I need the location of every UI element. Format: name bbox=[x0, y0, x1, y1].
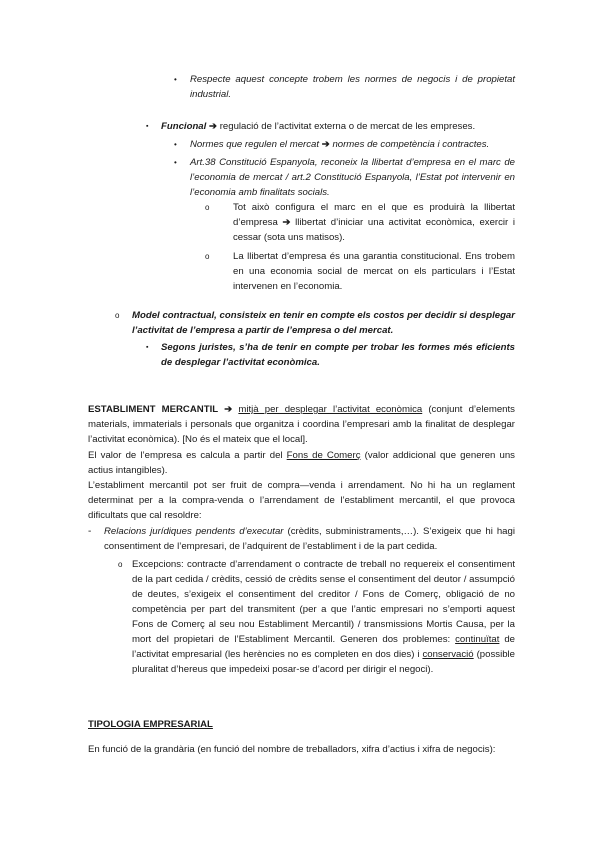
bullet-square-icon: ▪ bbox=[146, 123, 149, 130]
bullet-square-icon: ▪ bbox=[146, 344, 149, 351]
paragraph-establiment bbox=[88, 402, 515, 447]
normes-post: normes de competència i contractes. bbox=[332, 139, 490, 150]
excepcions-post: (possible pluralitat d’hereus que impedeixi posar-se d’acord per dirigir el negoci). bbox=[132, 649, 516, 675]
section-title-establiment: ESTABLIMENT MERCANTIL bbox=[88, 404, 219, 415]
paragraph-relacions bbox=[104, 524, 515, 554]
paragraph-tot-aixo bbox=[233, 200, 515, 245]
excepcions-conservacio: conservació bbox=[422, 649, 474, 660]
bullet-dot-icon: • bbox=[174, 75, 177, 84]
establiment-definition: mitjà per desplegar l’activitat econòmica bbox=[238, 404, 423, 415]
arrow-icon: ➔ bbox=[208, 121, 218, 132]
bullet-circle-icon: o bbox=[115, 311, 120, 320]
paragraph-compra-venda: L’establiment mercantil pot ser fruit de compra—venda i arrendament. No hi ha un reglament determinat per a la compra-venda o l’arrendament de l’establiment mercantil, el que provoca dificultats que cal resoldre: bbox=[88, 480, 515, 521]
paragraph-funcional bbox=[161, 119, 521, 134]
normes-pre: Normes que regulen el mercat bbox=[190, 139, 320, 150]
arrow-icon: ➔ bbox=[321, 139, 330, 150]
funcional-label: Funcional bbox=[161, 121, 207, 132]
relacions-italic: Relacions jurídiques pendents d’executar bbox=[104, 526, 284, 537]
relacions-text: (crèdits, subministraments,…). S’exigeix que hi hagi consentiment de l’empresari, de l’adquirent de l’establiment i de la part cedida. bbox=[104, 526, 515, 552]
bullet-dot-icon: • bbox=[174, 140, 177, 149]
funcional-text: regulació de l’activitat externa o de mercat de les empreses. bbox=[219, 121, 476, 132]
arrow-icon: ➔ bbox=[224, 404, 233, 415]
valor-fons-comerc: Fons de Comerç bbox=[286, 450, 361, 461]
paragraph-respecte: Respecte aquest concepte trobem les normes de negocis i de propietat industrial. bbox=[190, 74, 515, 100]
tot-aixo-pre: Tot això configura el marc en el que es produirà la llibertat d’empresa bbox=[233, 202, 515, 228]
bullet-dash-icon: - bbox=[88, 526, 92, 537]
paragraph-segons-juristes: Segons juristes, s’ha de tenir en compte per trobar les formes més eficients de desplegar l’activitat econòmica. bbox=[161, 342, 515, 368]
paragraph-excepcions bbox=[132, 557, 515, 677]
establiment-rest: (conjunt d’elements materials, immaterials i personals que organitza i coordina l’empresari amb la finalitat de desplegar l’activitat econòmica). [No és el mateix que el local]. bbox=[88, 404, 515, 445]
paragraph-llibertat: La llibertat d’empresa és una garantia constitucional. Ens trobem en una economia social de mercat on els particulars i l’Estat intervenen en l’economia. bbox=[233, 251, 515, 292]
bullet-circle-icon: o bbox=[205, 203, 210, 212]
bullet-circle-icon: o bbox=[118, 560, 123, 569]
tot-aixo-post: llibertat d’iniciar una activitat econòmica, exercir i cessar (sota uns matisos). bbox=[233, 217, 516, 243]
paragraph-art38: Art.38 Constitució Espanyola, reconeix la llibertat d’empresa en el marc de l’economia de mercat / art.2 Constitució Espanyola, l’Estat pot intervenir en l’economia amb finalitats socials. bbox=[190, 157, 515, 198]
paragraph-model-contractual: Model contractual, consisteix en tenir en compte els costos per decidir si desplegar l’activitat de l’empresa a partir de l’empresa o del mercat. bbox=[132, 310, 515, 336]
valor-pre: El valor de l’empresa es calcula a partir del bbox=[88, 450, 283, 461]
section-title-tipologia: TIPOLOGIA EMPRESARIAL bbox=[88, 719, 213, 730]
excepcions-pre: Excepcions: contracte d’arrendament o contracte de treball no requereix el consentiment de la part cedida / crèdits, cessió de crèdits sense el consentiment del deutor / assumpció de deutes, s’exigeix el consentiment del creditor / Fons de Comerç, obligació de no competència per part del transmitent (per a que l’antic empresari no s’emporti aquest Fons de Comerç al seu nou Establiment Mercantil) / transmissions Mortis Causa, per la mort del propietari de l’Establiment Mercantil. Generen dos problemes: bbox=[132, 559, 515, 645]
arrow-icon: ➔ bbox=[282, 217, 291, 228]
excepcions-continuitat: continuïtat bbox=[455, 634, 500, 645]
paragraph-valor bbox=[88, 448, 515, 478]
bullet-dot-icon: • bbox=[174, 158, 177, 167]
paragraph-funcio-grandaria: En funció de la grandària (en funció del nombre de treballadors, xifra d’actius i xifra de negocis): bbox=[88, 744, 496, 755]
paragraph-normes bbox=[190, 137, 520, 152]
valor-post: (valor addicional que generen uns actius intangibles). bbox=[88, 450, 515, 476]
bullet-circle-icon: o bbox=[205, 252, 210, 261]
excepcions-mid: de l’activitat empresarial (les herències no es completen en dos dies) i bbox=[132, 634, 515, 660]
